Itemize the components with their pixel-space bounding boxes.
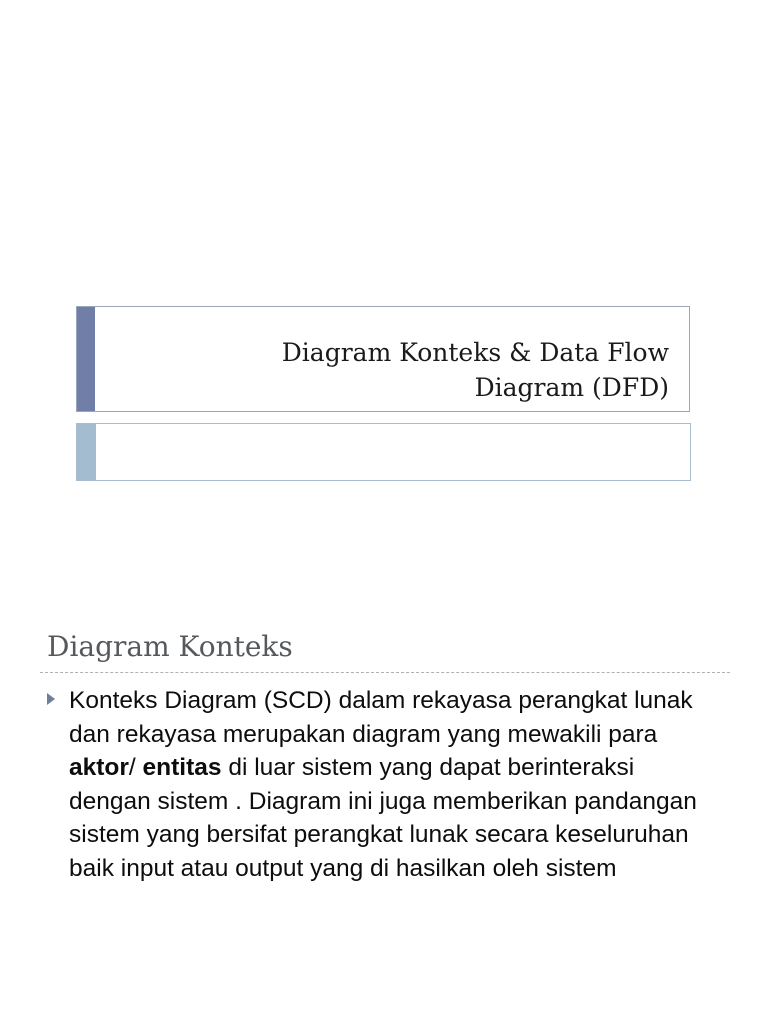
subtitle-box — [76, 423, 691, 481]
slide-title-line2: Diagram (DFD) — [474, 373, 669, 402]
section-divider — [40, 672, 730, 673]
slide-title — [149, 335, 669, 405]
subtitle-accent-bar — [77, 424, 96, 480]
slide-title-line1: Diagram Konteks & Data Flow — [281, 338, 669, 367]
bullet-paragraph — [69, 684, 719, 885]
paragraph-text-3: di luar sistem yang dapat berinteraksi dengan sistem . Diagram ini juga memberikan pandangan sistem yang bersifat perangkat lunak secara keseluruhan baik input atau output yang di hasilkan oleh sistem — [69, 754, 697, 882]
title-accent-bar — [77, 307, 95, 411]
paragraph-bold-aktor: aktor — [69, 754, 129, 781]
paragraph-text-2: / — [128, 754, 143, 781]
paragraph-bold-entitas: entitas — [142, 754, 222, 781]
paragraph-text-1: Konteks Diagram (SCD) dalam rekayasa perangkat lunak dan rekayasa merupakan diagram yang mewakili para — [69, 687, 693, 748]
section-heading: Diagram Konteks — [47, 630, 293, 663]
title-box — [76, 306, 690, 412]
triangle-right-icon — [47, 693, 55, 705]
